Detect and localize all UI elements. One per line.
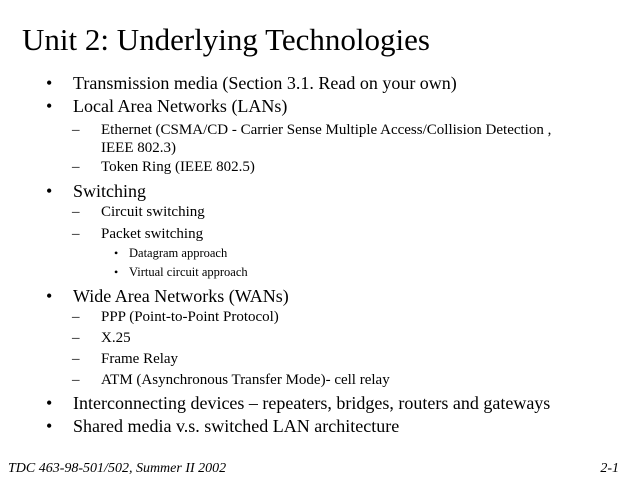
sub-bullet-text: X.25 xyxy=(101,330,131,346)
footer-page-number: 2-1 xyxy=(600,461,619,476)
sub-bullet-text: Packet switching xyxy=(101,226,204,242)
sub-sub-bullet-item xyxy=(114,264,248,280)
footer-course: TDC 463-98-501/502, Summer II 2002 xyxy=(8,461,227,476)
sub-bullet-item xyxy=(72,225,204,243)
bullet-marker: • xyxy=(46,73,53,93)
slide-title: Unit 2: Underlying Technologies xyxy=(22,22,430,57)
sub-bullet-marker: – xyxy=(72,204,80,220)
sub-bullet-item xyxy=(72,203,205,221)
sub-bullet-item xyxy=(72,329,131,347)
sub-sub-bullet-text: Datagram approach xyxy=(129,246,228,260)
sub-sub-bullet-item xyxy=(114,245,228,261)
sub-bullet-item xyxy=(72,308,279,326)
sub-bullet-text: Circuit switching xyxy=(101,204,205,220)
bullet-text: Transmission media (Section 3.1. Read on your own) xyxy=(73,73,457,93)
bullet-item xyxy=(46,95,288,117)
sub-bullet-continuation xyxy=(101,139,176,157)
sub-bullet-item xyxy=(72,158,255,176)
bullet-text: Interconnecting devices – repeaters, bridges, routers and gateways xyxy=(73,393,551,413)
bullet-item xyxy=(46,392,551,414)
bullet-text: Local Area Networks (LANs) xyxy=(73,96,288,116)
sub-bullet-text: Frame Relay xyxy=(101,351,179,367)
sub-bullet-marker: – xyxy=(72,309,80,325)
bullet-marker: • xyxy=(46,181,53,201)
sub-bullet-marker: – xyxy=(72,159,80,175)
bullet-marker: • xyxy=(46,393,53,413)
sub-sub-bullet-marker: • xyxy=(114,246,119,260)
sub-bullet-text: IEEE 802.3) xyxy=(101,140,176,156)
sub-bullet-marker: – xyxy=(72,226,80,242)
sub-bullet-item xyxy=(72,350,179,368)
sub-bullet-text: PPP (Point-to-Point Protocol) xyxy=(101,309,279,325)
sub-bullet-item xyxy=(72,371,390,389)
sub-bullet-marker: – xyxy=(72,122,80,138)
sub-bullet-text: Ethernet (CSMA/CD - Carrier Sense Multiple Access/Collision Detection , xyxy=(101,122,552,138)
sub-bullet-marker: – xyxy=(72,330,80,346)
bullet-text: Shared media v.s. switched LAN architecture xyxy=(73,416,400,436)
bullet-marker: • xyxy=(46,286,53,306)
sub-sub-bullet-marker: • xyxy=(114,265,119,279)
sub-bullet-marker: – xyxy=(72,351,80,367)
sub-sub-bullet-text: Virtual circuit approach xyxy=(129,265,248,279)
bullet-text: Switching xyxy=(73,181,147,201)
sub-bullet-item xyxy=(72,121,552,139)
sub-bullet-text: Token Ring (IEEE 802.5) xyxy=(101,159,255,175)
sub-bullet-marker: – xyxy=(72,372,80,388)
bullet-marker: • xyxy=(46,96,53,116)
bullet-item xyxy=(46,415,400,437)
sub-bullet-text: ATM (Asynchronous Transfer Mode)- cell relay xyxy=(101,372,390,388)
bullet-marker: • xyxy=(46,416,53,436)
bullet-item xyxy=(46,72,457,94)
bullet-item xyxy=(46,285,289,307)
bullet-item xyxy=(46,180,147,202)
bullet-text: Wide Area Networks (WANs) xyxy=(73,286,289,306)
